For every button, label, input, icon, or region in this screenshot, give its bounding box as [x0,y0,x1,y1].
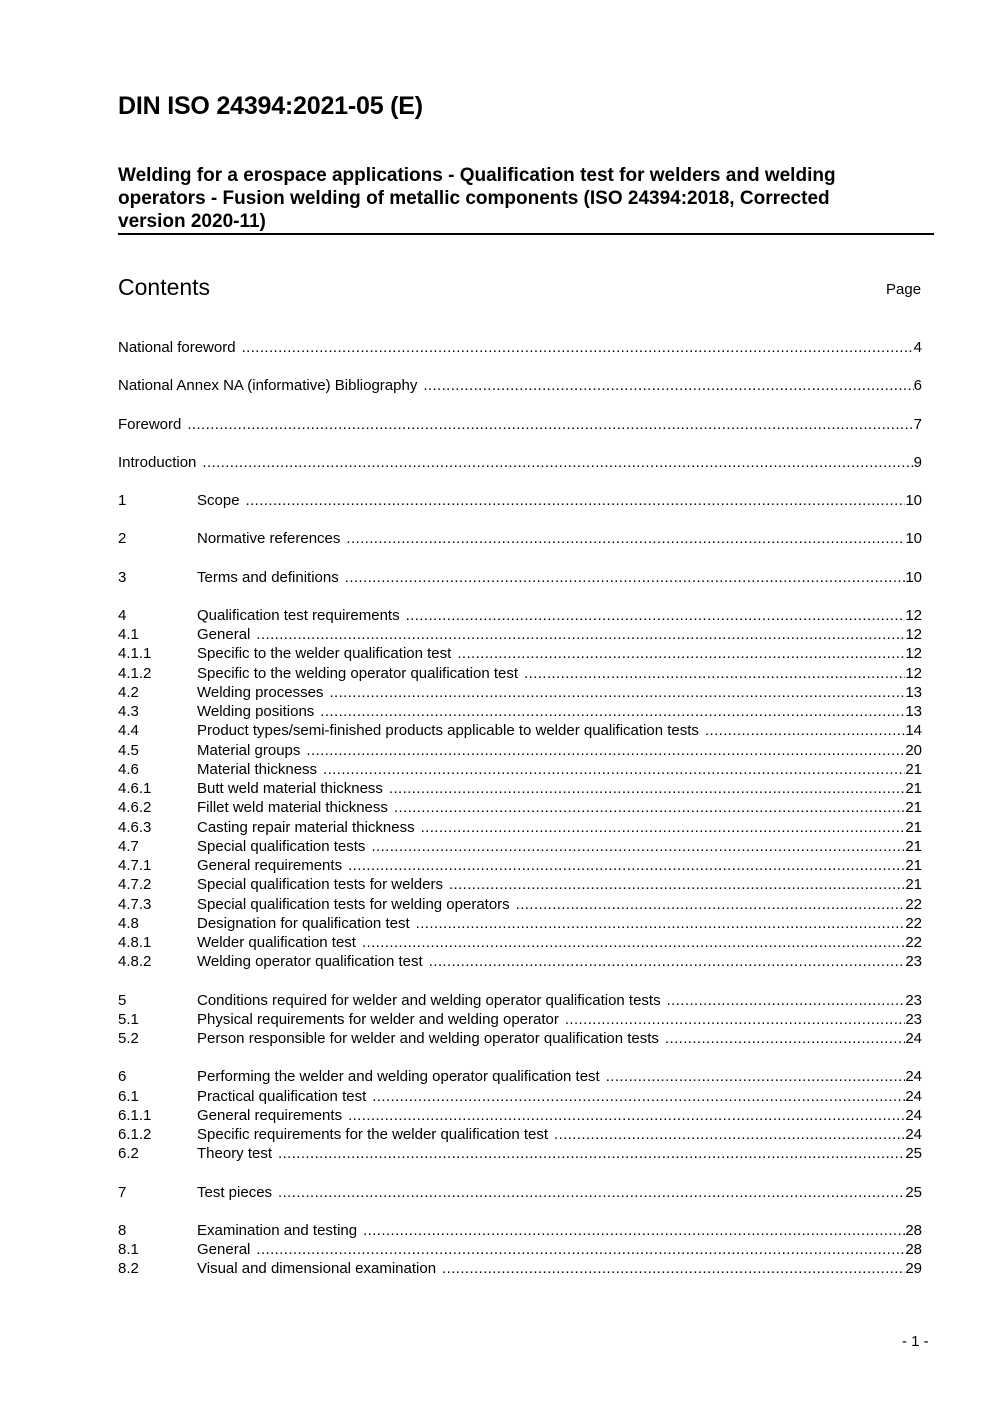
toc-entry-title: Normative references [197,530,341,548]
toc-entry-title: Theory test [197,1145,273,1163]
toc-entry-number: 4.7.1 [118,857,152,874]
toc-entry-number: 6.1.2 [118,1126,152,1143]
toc-entry-page: 12 [905,626,922,643]
toc-entry-page: 22 [905,934,922,951]
toc-entry[interactable] [118,1029,922,1048]
toc-entry-page: 22 [905,914,922,932]
toc-entry-title: Specific to the welder qualification test [197,645,452,663]
toc-leader-dots [421,818,906,837]
toc-entry-number: 6.1.1 [118,1106,152,1124]
toc-entry-page: 24 [905,1087,922,1105]
toc-entry-page: 12 [905,606,922,624]
toc-entry-title: General [197,1241,251,1258]
toc-entry[interactable] [118,1221,922,1240]
toc-leader-dots [554,1125,905,1144]
toc-leader-dots [348,1106,905,1125]
toc-entry-page: 21 [905,799,922,817]
toc-entry[interactable] [118,644,922,663]
toc-entry-number: 6 [118,1068,127,1086]
contents-heading: Contents [118,274,211,300]
toc-entry-number: 4.7.2 [118,876,152,894]
toc-entry-title: Butt weld material thickness [197,780,383,797]
toc-entry-title: Welding processes [197,683,324,701]
toc-entry-page: 21 [905,760,922,778]
toc-entry-title: Special qualification tests [197,837,366,855]
toc-entry-page: 14 [905,722,922,740]
toc-entry-page: 21 [905,837,922,855]
toc-leader-dots [423,376,913,395]
toc-entry-page: 28 [905,1241,922,1258]
toc-entry-number: 4.1 [118,626,139,643]
toc-entry-title: General [197,626,251,643]
toc-leader-dots [363,1221,905,1240]
toc-entry-number: 4.1.1 [118,645,152,663]
toc-entry-page: 12 [905,645,922,663]
toc-entry-page: 10 [905,492,922,509]
toc-entry[interactable] [118,664,922,683]
toc-entry-title: Physical requirements for welder and welding operator [197,1010,559,1028]
toc-entry-number: 6.1 [118,1087,139,1105]
toc-entry-title: General requirements [197,1106,343,1124]
toc-entry-page: 24 [905,1126,922,1143]
toc-entry-number: 4.8.2 [118,953,152,971]
toc-entry[interactable] [118,338,922,357]
title-divider [118,233,934,235]
toc-entry[interactable] [118,991,922,1010]
toc-entry-number: 4 [118,606,127,624]
toc-entry[interactable] [118,952,922,971]
toc-entry-title: Welding positions [197,703,315,720]
toc-entry-page: 21 [905,780,922,797]
toc-entry-number: 7 [118,1183,127,1201]
toc-entry-title: Performing the welder and welding operator qualification test [197,1068,600,1086]
toc-leader-dots [362,933,905,952]
toc-entry-page: 22 [905,895,922,913]
toc-leader-dots [320,702,905,721]
toc-entry-page: 20 [905,741,922,759]
toc-entry-page: 9 [913,453,922,471]
toc-leader-dots [406,606,906,625]
toc-entry-title: Introduction [118,453,197,471]
toc-leader-dots [524,664,905,683]
toc-entry-page: 29 [905,1260,922,1278]
toc-entry-title: Welding operator qualification test [197,953,423,971]
toc-entry-title: Specific requirements for the welder qualification test [197,1126,549,1143]
toc-entry-page: 23 [905,1010,922,1028]
toc-leader-dots [346,529,905,548]
toc-entry[interactable] [118,1106,922,1125]
toc-entry-number: 4.1.2 [118,664,152,682]
toc-leader-dots [256,1240,905,1259]
toc-entry[interactable] [118,683,922,702]
toc-entry-page: 21 [905,857,922,874]
toc-leader-dots [389,779,905,798]
toc-leader-dots [416,914,906,933]
toc-leader-dots [442,1259,905,1278]
toc-entry-page: 21 [905,876,922,894]
toc-entry-number: 8.2 [118,1260,139,1278]
toc-leader-dots [665,1029,905,1048]
toc-entry-number: 4.6.2 [118,799,152,817]
toc-entry-title: General requirements [197,857,343,874]
toc-entry-page: 13 [905,703,922,720]
toc-leader-dots [705,721,905,740]
toc-leader-dots [242,338,914,357]
toc-entry[interactable] [118,415,922,434]
toc-entry-number: 5 [118,991,127,1009]
toc-entry[interactable] [118,1125,922,1144]
toc-entry-title: Person responsible for welder and welding operator qualification tests [197,1030,659,1047]
toc-entry-page: 4 [913,339,922,356]
toc-leader-dots [306,741,905,760]
toc-entry-page: 10 [905,530,922,548]
toc-entry-page: 21 [905,818,922,836]
toc-entry-title: Visual and dimensional examination [197,1260,437,1278]
toc-entry-title: Qualification test requirements [197,606,400,624]
toc-entry-page: 24 [905,1106,922,1124]
toc-leader-dots [394,798,905,817]
toc-entry-page: 12 [905,664,922,682]
toc-entry-title: Examination and testing [197,1221,358,1239]
toc-entry-page: 7 [913,415,922,433]
toc-leader-dots [256,625,905,644]
toc-leader-dots [202,453,913,472]
toc-entry-number: 4.8.1 [118,934,152,951]
toc-entry[interactable] [118,1010,922,1029]
toc-leader-dots [457,644,905,663]
toc-leader-dots [565,1010,905,1029]
toc-entry-number: 4.2 [118,683,139,701]
toc-entry-title: Special qualification tests for welders [197,876,443,894]
toc-entry[interactable] [118,798,922,817]
toc-entry[interactable] [118,721,922,740]
toc-entry[interactable] [118,1183,922,1202]
toc-leader-dots [667,991,906,1010]
toc-leader-dots [449,875,905,894]
toc-entry[interactable] [118,568,922,587]
toc-entry-number: 4.5 [118,741,139,759]
toc-entry-title: National foreword [118,339,236,356]
toc-entry-title: Material thickness [197,760,318,778]
toc-entry-number: 4.4 [118,722,139,740]
toc-entry-title: Welder qualification test [197,934,356,951]
toc-leader-dots [372,1087,905,1106]
toc-entry[interactable] [118,376,922,395]
toc-entry-page: 25 [905,1145,922,1163]
toc-entry[interactable] [118,760,922,779]
toc-entry[interactable] [118,1240,922,1259]
toc-entry-page: 23 [905,953,922,971]
toc-leader-dots [278,1183,905,1202]
toc-entry[interactable] [118,818,922,837]
toc-entry-number: 2 [118,530,127,548]
toc-leader-dots [329,683,905,702]
toc-entry-number: 5.1 [118,1010,139,1028]
toc-entry-number: 4.3 [118,703,139,720]
toc-entry-page: 6 [913,377,922,395]
toc-entry-title: Terms and definitions [197,568,339,586]
toc-entry[interactable] [118,741,922,760]
toc-entry-title: Test pieces [197,1183,273,1201]
toc-entry-title: Foreword [118,415,182,433]
toc-leader-dots [246,491,906,510]
toc-entry-number: 8 [118,1221,127,1239]
toc-entry-title: National Annex NA (informative) Bibliography [118,377,418,395]
toc-entry-title: Fillet weld material thickness [197,799,388,817]
toc-leader-dots [278,1144,905,1163]
toc-entry[interactable] [118,875,922,894]
page-column-label: Page [886,281,922,298]
toc-entry[interactable] [118,453,922,472]
toc-entry-title: Conditions required for welder and welding operator qualification tests [197,991,661,1009]
toc-entry[interactable] [118,491,922,510]
toc-leader-dots [187,415,913,434]
toc-entry-number: 4.6.3 [118,818,152,836]
document-id: DIN ISO 24394:2021-05 (E) [118,92,423,120]
toc-entry[interactable] [118,837,922,856]
document-subtitle: Welding for a erospace applications - Qualification test for welders and welding operators - Fusion welding of metallic components (ISO 24394:2018, Corrected version 2020-11) [118,165,836,232]
toc-entry-page: 13 [905,683,922,701]
toc-entry[interactable] [118,933,922,952]
toc-leader-dots [348,856,905,875]
toc-entry[interactable] [118,1087,922,1106]
toc-entry-title: Designation for qualification test [197,914,410,932]
toc-entry-title: Casting repair material thickness [197,818,415,836]
page-number: - 1 - [902,1333,929,1350]
toc-leader-dots [323,760,905,779]
toc-entry-title: Product types/semi-finished products applicable to welder qualification tests [197,722,699,740]
toc-entry-number: 4.8 [118,914,139,932]
toc-entry-page: 25 [905,1183,922,1201]
table-of-contents [118,338,922,1279]
toc-entry-number: 6.2 [118,1145,139,1163]
toc-entry[interactable] [118,914,922,933]
toc-entry-page: 24 [905,1068,922,1086]
toc-entry-number: 8.1 [118,1241,139,1258]
toc-entry-title: Specific to the welding operator qualification test [197,664,519,682]
toc-entry-number: 4.7 [118,837,139,855]
toc-entry[interactable] [118,779,922,798]
toc-leader-dots [371,837,905,856]
toc-entry-title: Scope [197,492,240,509]
toc-entry[interactable] [118,895,922,914]
toc-entry-number: 4.6.1 [118,780,152,797]
toc-entry-page: 24 [905,1030,922,1047]
toc-entry[interactable] [118,625,922,644]
toc-entry-title: Practical qualification test [197,1087,367,1105]
toc-leader-dots [516,895,906,914]
toc-entry[interactable] [118,529,922,548]
toc-entry-number: 3 [118,568,127,586]
toc-entry-number: 1 [118,492,127,509]
toc-entry-title: Material groups [197,741,301,759]
toc-entry[interactable] [118,702,922,721]
toc-entry-number: 5.2 [118,1030,139,1047]
toc-entry[interactable] [118,1144,922,1163]
toc-entry-page: 23 [905,991,922,1009]
toc-leader-dots [429,952,906,971]
toc-entry[interactable] [118,606,922,625]
toc-entry-page: 10 [905,568,922,586]
toc-entry[interactable] [118,1067,922,1086]
toc-leader-dots [345,568,906,587]
toc-entry-page: 28 [905,1221,922,1239]
toc-entry-number: 4.6 [118,760,139,778]
toc-entry-title: Special qualification tests for welding operators [197,895,510,913]
toc-entry[interactable] [118,856,922,875]
toc-entry[interactable] [118,1259,922,1278]
toc-entry-number: 4.7.3 [118,895,152,913]
toc-leader-dots [606,1067,906,1086]
